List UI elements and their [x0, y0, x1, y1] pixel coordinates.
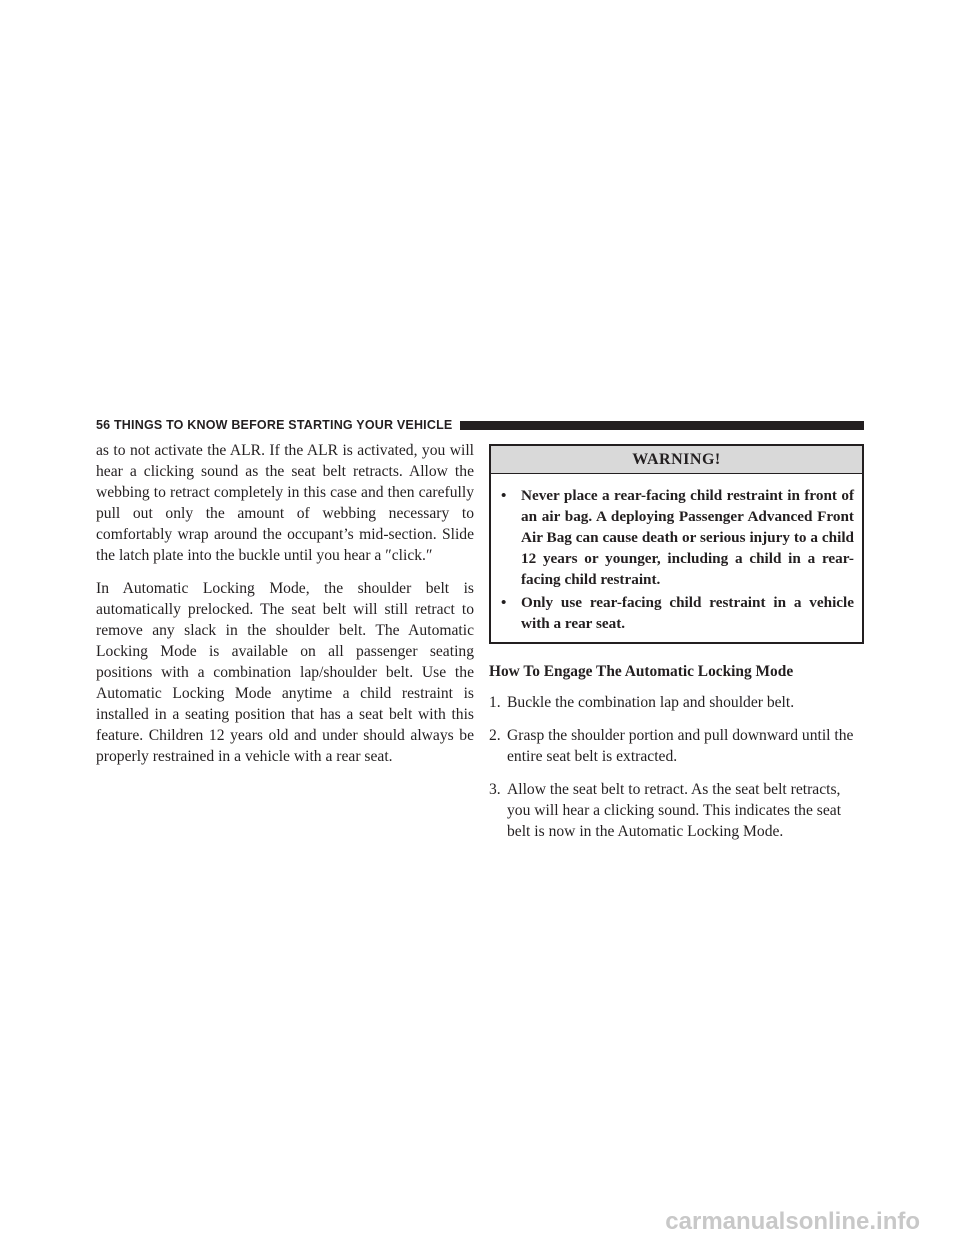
step-number: 1. — [489, 694, 501, 711]
warning-item-text: Never place a rear-facing child restraint in front of an air bag. A deploying Passenger Advanced Front Air Bag can cause death or serious injury to a child 12 years or younger, including a child in a rear-facing child restraint. — [521, 487, 854, 588]
bullet-icon: • — [501, 487, 507, 504]
left-column — [96, 440, 474, 779]
section-heading: How To Engage The Automatic Locking Mode — [489, 663, 794, 680]
warning-item-text: Only use rear-facing child restraint in a vehicle with a rear seat. — [521, 594, 854, 632]
watermark: carmanualsonline.info — [665, 1208, 920, 1235]
paragraph: as to not activate the ALR. If the ALR is activated, you will hear a clicking sound as the seat belt retracts. Allow the webbing to retract completely in this case and then carefully pull out only the amount of webbing necessary to comfortably wrap around the occupant’s mid-section. Slide the latch plate into the buckle until you hear a ″click.″ — [96, 442, 474, 564]
warning-box — [489, 444, 864, 644]
paragraph: In Automatic Locking Mode, the shoulder belt is automatically prelocked. The seat belt will still retract to remove any slack in the shoulder belt. The Automatic Locking Mode is available on all passenger seating positions with a combination lap/shoulder belt. Use the Automatic Locking Mode anytime a child restraint is installed in a seating position that has a seat belt with this feature. Children 12 years old and under should always be properly restrained in a vehicle with a rear seat. — [96, 580, 474, 765]
step-item — [489, 725, 864, 767]
steps-list — [489, 692, 864, 842]
step-item — [489, 779, 864, 842]
header-rule — [460, 421, 864, 430]
step-number: 3. — [489, 781, 501, 798]
step-text: Grasp the shoulder portion and pull downward until the entire seat belt is extracted. — [507, 727, 854, 765]
page-header — [96, 417, 864, 433]
warning-item — [501, 592, 854, 634]
warning-list — [491, 474, 862, 642]
bullet-icon: • — [501, 594, 507, 611]
step-number: 2. — [489, 727, 501, 744]
step-text: Buckle the combination lap and shoulder belt. — [507, 694, 795, 711]
right-column — [489, 444, 864, 854]
step-text: Allow the seat belt to retract. As the seat belt retracts, you will hear a clicking sound. This indicates the seat belt is now in the Automatic Locking Mode. — [507, 781, 842, 840]
step-item — [489, 692, 864, 713]
warning-title: WARNING! — [491, 446, 862, 474]
warning-item — [501, 485, 854, 590]
page-header-title: 56 THINGS TO KNOW BEFORE STARTING YOUR VEHICLE — [96, 418, 453, 432]
